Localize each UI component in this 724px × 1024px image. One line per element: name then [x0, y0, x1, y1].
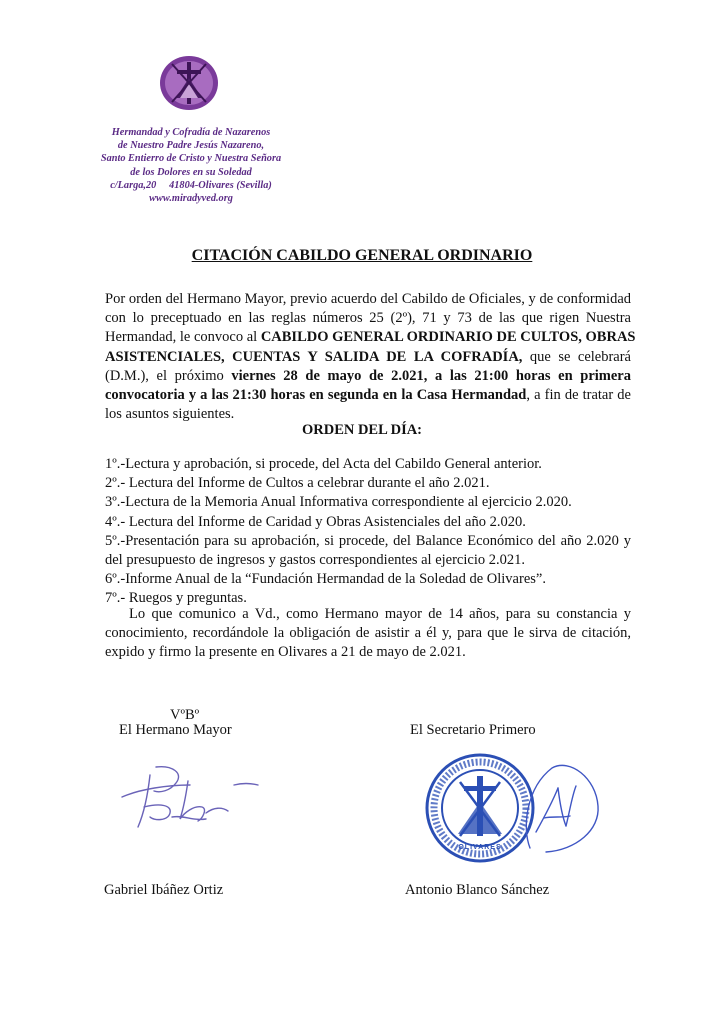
organization-header — [86, 126, 296, 205]
agenda-list — [105, 455, 631, 609]
agenda-item: 4º.- Lectura del Informe de Caridad y Obras Asistenciales del año 2.020. — [105, 513, 526, 530]
stamp-text-bottom: OLIVARES — [458, 844, 502, 851]
agenda-item: 5º.-Presentación para su aprobación, si procede, del Balance Económico del año 2.020 y — [105, 532, 631, 549]
agenda-item-continuation: del presupuesto de ingresos y gastos correspondientes al ejercicio 2.021. — [105, 552, 525, 569]
intro-line: Por orden del Hermano Mayor, previo acuerdo del Cabildo de Oficiales, y de conformidad — [105, 291, 631, 307]
org-address: c/Larga,20 41804-Olivares (Sevilla) — [110, 179, 272, 191]
org-website: www.miradyved.org — [149, 193, 233, 205]
secretario-signature — [500, 758, 610, 858]
hermano-mayor-signature — [110, 755, 270, 840]
intro-line: convocatoria y a las 21:30 horas en segunda en la Casa Hermandad, a fin de tratar de — [105, 387, 631, 404]
agenda-title: ORDEN DEL DÍA: — [301, 422, 423, 438]
agenda-item: 3º.-Lectura de la Memoria Anual Informativa correspondiente al ejercicio 2.020. — [105, 494, 572, 511]
left-signatory-name: Gabriel Ibáñez Ortiz — [104, 882, 224, 898]
closing-line: conocimiento, recordándole la obligación de asistir a él y, para que le sirva de citación, — [105, 625, 631, 642]
left-signatory-role: El Hermano Mayor — [119, 722, 232, 738]
right-signatory-name: Antonio Blanco Sánchez — [405, 882, 550, 898]
intro-line: (D.M.), el próximo viernes 28 de mayo de 2.021, a las 21:00 horas en primera — [105, 367, 631, 384]
closing-line: Lo que comunico a Vd., como Hermano mayor de 14 años, para su constancia y — [129, 606, 631, 622]
intro-paragraph — [105, 290, 636, 424]
org-line: Hermandad y Cofradía de Nazarenos — [111, 127, 271, 138]
closing-paragraph — [105, 605, 631, 663]
intro-line: con lo preceptuado en las reglas números 25 (2º), 71 y 73 de las que rigen Nuestra — [105, 310, 631, 327]
document-title: CITACIÓN CABILDO GENERAL ORDINARIO — [191, 247, 533, 264]
agenda-item: 6º.-Informe Anual de la “Fundación Hermandad de la Soledad de Olivares”. — [105, 571, 546, 588]
agenda-item: 7º.- Ruegos y preguntas. — [105, 590, 247, 607]
agenda-item: 1º.-Lectura y aprobación, si procede, del Acta del Cabildo General anterior. — [105, 456, 542, 472]
agenda-item: 2º.- Lectura del Informe de Cultos a celebrar durante el año 2.021. — [105, 475, 490, 492]
intro-line: Hermandad, le convoco al CABILDO GENERAL ORDINARIO DE CULTOS, OBRAS — [105, 329, 636, 346]
closing-line: expido y firmo la presente en Olivares a 21 de mayo de 2.021. — [105, 644, 466, 661]
intro-line: ASISTENCIALES, CUENTAS Y SALIDA DE LA COFRADÍA, que se celebrará — [105, 348, 631, 365]
intro-line: los asuntos siguientes. — [105, 406, 235, 423]
right-signatory-role: El Secretario Primero — [410, 722, 536, 738]
org-line: de Nuestro Padre Jesús Nazareno, — [117, 140, 265, 152]
org-line: de los Dolores en su Soledad — [130, 166, 252, 178]
brotherhood-logo — [158, 54, 220, 112]
vobo-label: VºBº — [170, 707, 200, 723]
org-line: Santo Entierro de Cristo y Nuestra Señora — [100, 153, 282, 165]
